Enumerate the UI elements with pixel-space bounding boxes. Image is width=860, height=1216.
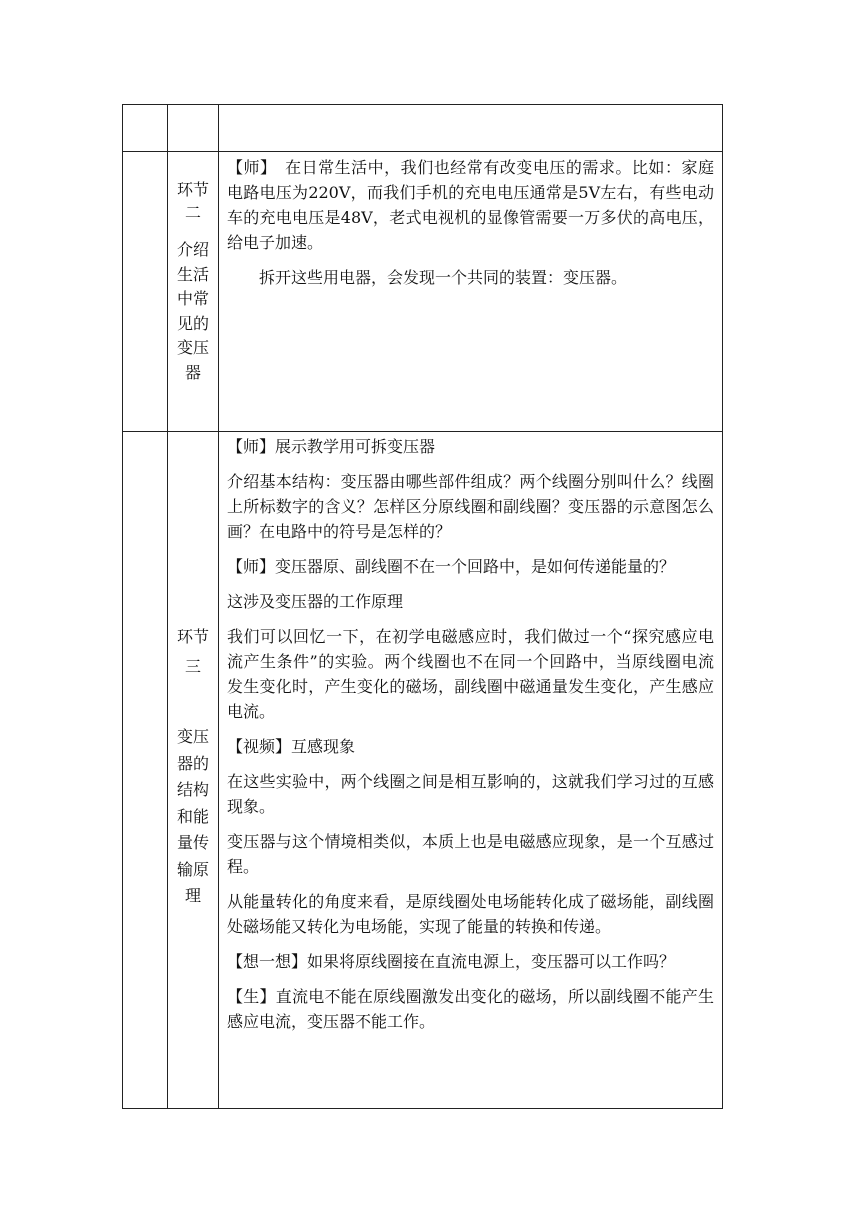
table-cell-blank [123,105,168,151]
content-paragraph: 【师】变压器原、副线圈不在一个回路中，是如何传递能量的？ [227,557,676,576]
content-paragraph: 【师】展示教学用可拆变压器 [227,437,436,456]
table-cell-stage [168,105,219,151]
label-line: 结构 [176,780,209,799]
label-line: 见的 [176,313,209,333]
content-paragraph: 【生】直流电不能在原线圈激发出变化的磁场，所以副线圈不能产生感应电流，变压器不能工作。 [227,987,714,1031]
table-cell-content [219,152,722,432]
content-paragraph: 【视频】互感现象 [227,737,356,756]
label-line: 三 [184,657,201,676]
content-paragraph: 拆开这些用电器，会发现一个共同的装置：变压器。 [259,268,628,287]
table-row [123,431,722,1109]
content-paragraph: 【师】 在日常生活中，我们也经常有改变电压的需求。比如：家庭电路电压为220V，而我们手机的充电电压通常是5V左右，有些电动车的充电电压是48V，老式电视机的显像管需要一万多伏的高电压，给电子加速。 [227,158,714,252]
table-cell-stage [168,152,219,432]
table-row [123,105,722,151]
content-paragraph: 在这些实验中，两个线圈之间是相互影响的，这就我们学习过的互感现象。 [227,772,714,816]
label-line: 量传 [176,833,209,852]
content-paragraph: 这涉及变压器的工作原理 [227,592,404,611]
content-paragraph: 介绍基本结构：变压器由哪些部件组成？两个线圈分别叫什么？线圈上所标数字的含义？怎样区分原线圈和副线圈？变压器的示意图怎么画？在电路中的符号是怎样的？ [227,472,714,541]
table-cell-content [219,105,722,151]
label-line: 器 [184,362,201,382]
content-paragraph: 【想一想】如果将原线圈接在直流电源上，变压器可以工作吗？ [227,952,676,971]
label-line: 输原 [176,859,209,879]
label-line: 变压 [176,727,209,746]
table-cell-blank [123,432,168,1109]
label-line: 环节 [176,627,209,646]
label-line: 器的 [176,753,209,773]
table-cell-content [219,432,722,1109]
stage-title-label [168,724,218,910]
label-line: 二 [184,203,201,222]
stage-title-label [168,238,218,385]
stage-number-label [168,178,218,224]
content-paragraph: 变压器与这个情境相类似，本质上也是电磁感应现象，是一个互感过程。 [227,832,714,876]
table-cell-blank [123,152,168,432]
lesson-plan-table [122,104,723,1109]
label-line: 变压 [176,338,209,357]
label-line: 中常 [176,289,209,308]
label-line: 介绍 [176,240,209,259]
stage-number-label [168,622,218,682]
label-line: 环节 [176,180,209,199]
label-line: 和能 [176,806,209,826]
content-paragraph: 从能量转化的角度来看，是原线圈处电场能转化成了磁场能，副线圈处磁场能又转化为电场能，实现了能量的转换和传递。 [227,892,714,936]
table-cell-stage [168,432,219,1109]
content-paragraph: 我们可以回忆一下，在初学电磁感应时，我们做过一个“探究感应电流产生条件”的实验。两个线圈也不在同一个回路中，当原线圈电流发生变化时，产生变化的磁场，副线圈中磁通量发生变化，产生感应电流。 [227,627,714,721]
table-row [123,151,722,432]
label-line: 生活 [176,264,209,284]
label-line: 理 [184,886,201,905]
